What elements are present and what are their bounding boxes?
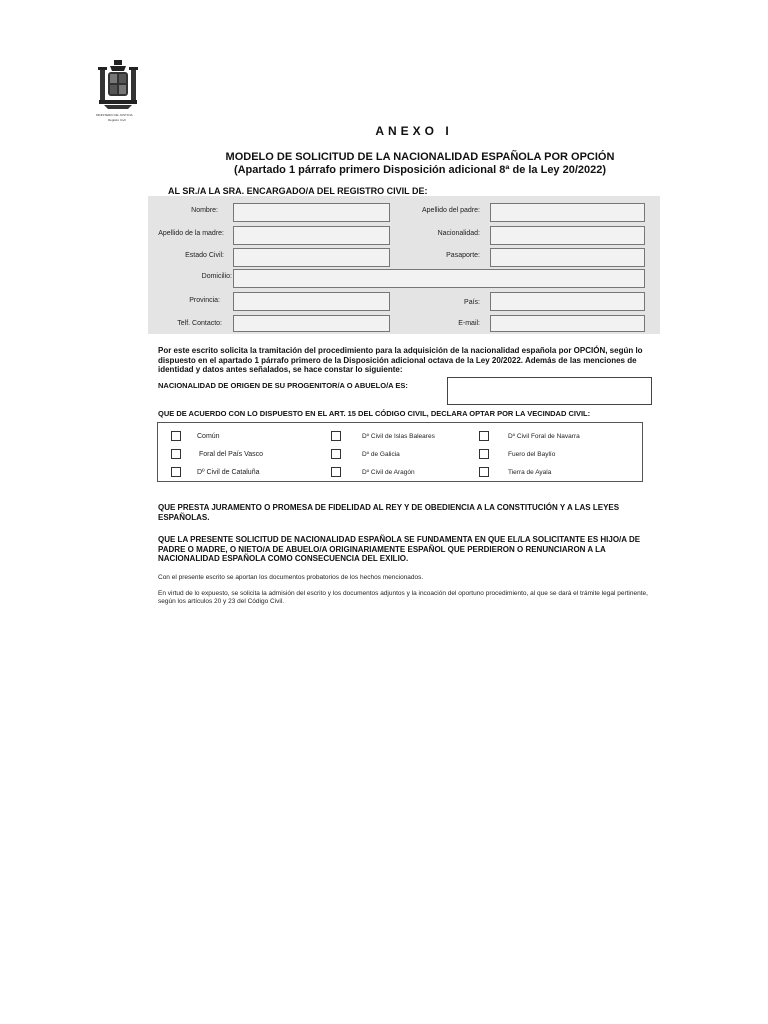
provincia-label: Provincia: (189, 297, 220, 304)
telefono-field[interactable] (233, 315, 390, 332)
request-paragraph: Por este escrito solicita la tramitación del procedimiento para la adquisición de la nacionalidad española por OPCIÓN, según lo dispuesto en el apartado 1 párrafo primero de la Disposición adicional octava de la Ley 20/2022. Además de las menciones de identidad y datos antes señalados, se hace constar lo siguiente: (158, 346, 643, 374)
checkbox-baylio[interactable] (479, 449, 489, 459)
checkbox-islas-baleares[interactable] (331, 431, 341, 441)
checkbox-galicia[interactable] (331, 449, 341, 459)
apellido-madre-field[interactable] (233, 226, 390, 245)
email-field[interactable] (490, 315, 645, 332)
nombre-label: Nombre: (191, 207, 218, 214)
closing-paragraph: En virtud de lo expuesto, se solicita la admisión del escrito y los documentos adjuntos y la incoación del oportuno procedimiento, al que se dará el trámite legal pertinente, según los artículos 20 y 23 del Código Civil. (158, 590, 648, 605)
checkbox-navarra[interactable] (479, 431, 489, 441)
checkbox-comun[interactable] (171, 431, 181, 441)
estado-civil-label: Estado Civil: (185, 252, 224, 259)
checkbox-ayala[interactable] (479, 467, 489, 477)
apellido-padre-label: Apellido del padre: (422, 207, 480, 214)
crest-subcaption: Registro Civil (108, 119, 126, 122)
option-galicia-label: Dº de Galicia (362, 451, 400, 458)
checkbox-aragon[interactable] (331, 467, 341, 477)
option-foral-pais-vasco-label: Foral del País Vasco (199, 451, 264, 458)
document-subtitle: (Apartado 1 párrafo primero Disposición adicional 8ª de la Ley 20/2022) (233, 164, 607, 176)
pais-label: País: (464, 299, 480, 306)
pasaporte-label: Pasaporte: (446, 252, 480, 259)
pasaporte-field[interactable] (490, 248, 645, 267)
domicilio-field[interactable] (233, 269, 645, 288)
nacionalidad-field[interactable] (490, 226, 645, 245)
option-cataluna-label: Dº Civil de Cataluña (197, 469, 260, 476)
checkbox-foral-pais-vasco[interactable] (171, 449, 181, 459)
option-ayala-label: Tierra de Ayala (508, 469, 552, 476)
email-label: E-mail: (458, 320, 480, 327)
basis-paragraph: QUE LA PRESENTE SOLICITUD DE NACIONALIDAD ESPAÑOLA SE FUNDAMENTA EN QUE EL/LA SOLICITANTE ES HIJO/A DE PADRE O MADRE, O NIETO/A DE ABUELO/A ORIGINARIAMENTE ESPAÑOL QUE PERDIERON O RENUNCIARON A LA NACIONALIDAD ESPAÑOLA COMO CONSECUENCIA DEL EXILIO. (158, 535, 641, 563)
origin-nationality-label: NACIONALIDAD DE ORIGEN DE SU PROGENITOR/A O ABUELO/A ES: (158, 381, 408, 390)
oath-paragraph: QUE PRESTA JURAMENTO O PROMESA DE FIDELIDAD AL REY Y DE OBEDIENCIA A LA CONSTITUCIÓN Y A LAS LEYES ESPAÑOLAS. (158, 503, 620, 522)
option-comun-label: Común (197, 433, 220, 440)
documents-paragraph: Con el presente escrito se aportan los documentos probatorios de los hechos mencionados. (158, 574, 424, 581)
apellido-padre-field[interactable] (490, 203, 645, 222)
annex-heading: ANEXO I (375, 124, 453, 138)
checkbox-cataluna[interactable] (171, 467, 181, 477)
option-navarra-label: Dº Civil Foral de Navarra (508, 433, 580, 440)
document-title: MODELO DE SOLICITUD DE LA NACIONALIDAD ESPAÑOLA POR OPCIÓN (225, 151, 615, 163)
domicilio-label: Domicilio: (201, 273, 232, 280)
coat-of-arms-logo (98, 58, 138, 110)
crest-caption: MINISTERIO DE JUSTICIA (96, 114, 133, 117)
origin-nationality-field[interactable] (447, 377, 652, 405)
telefono-label: Telf. Contacto: (177, 320, 222, 327)
option-aragon-label: Dº Civil de Aragón (362, 469, 415, 476)
nombre-field[interactable] (233, 203, 390, 222)
option-baylio-label: Fuero del Baylío (508, 451, 556, 458)
pais-field[interactable] (490, 292, 645, 311)
nacionalidad-label: Nacionalidad: (437, 230, 480, 237)
provincia-field[interactable] (233, 292, 390, 311)
estado-civil-field[interactable] (233, 248, 390, 267)
vecindad-label: QUE DE ACUERDO CON LO DISPUESTO EN EL ART. 15 DEL CÓDIGO CIVIL, DECLARA OPTAR POR LA VECINDAD CIVIL: (158, 409, 591, 418)
apellido-madre-label: Apellido de la madre: (158, 230, 224, 237)
option-islas-baleares-label: Dº Civil de Islas Baleares (362, 433, 435, 440)
addressee-line: AL SR./A LA SRA. ENCARGADO/A DEL REGISTRO CIVIL DE: (168, 186, 428, 196)
